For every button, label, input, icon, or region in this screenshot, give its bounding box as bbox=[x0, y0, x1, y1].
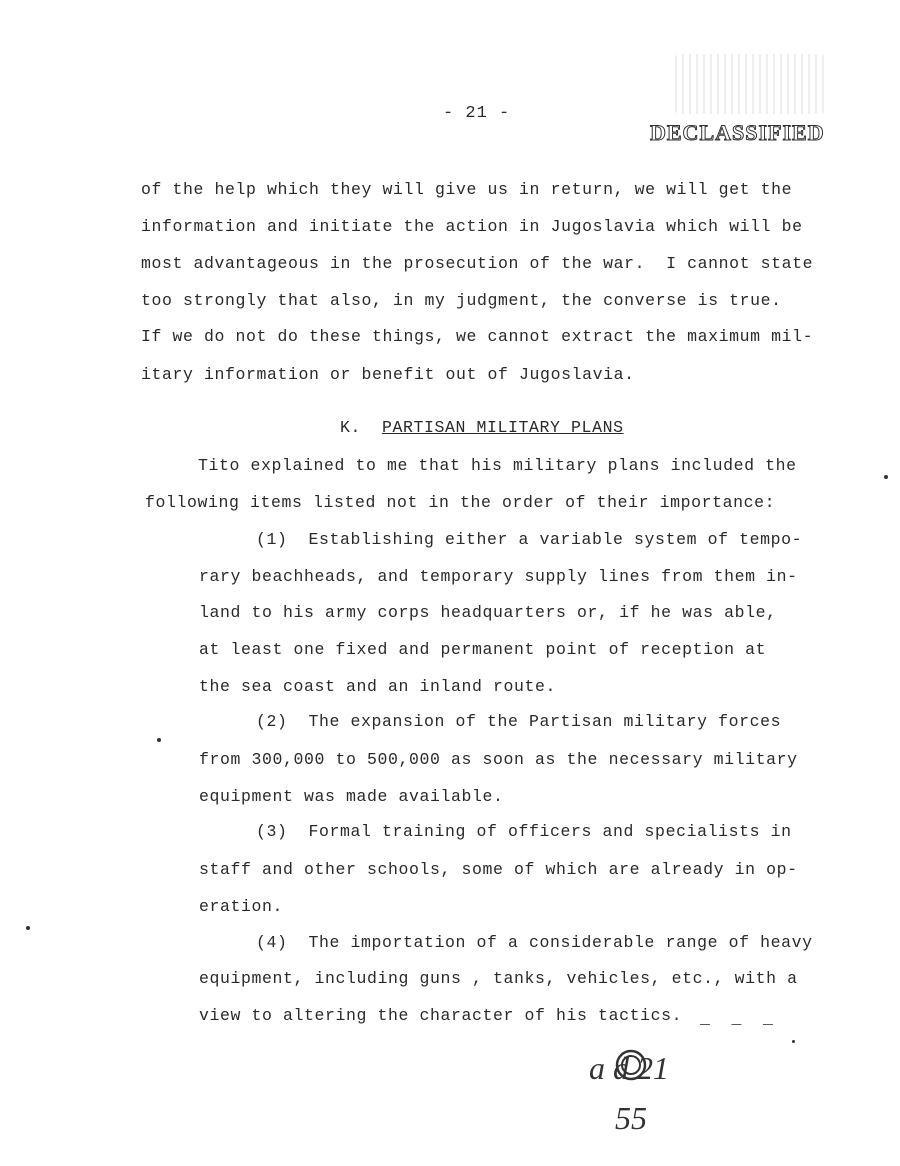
handwritten-annotation bbox=[585, 1045, 745, 1135]
item-3-line: staff and other schools, some of which are already in op- bbox=[199, 860, 798, 879]
section-heading bbox=[340, 418, 624, 437]
item-3-line: eration. bbox=[199, 897, 284, 916]
item-2-line: from 300,000 to 500,000 as soon as the necessary military bbox=[199, 750, 798, 769]
handwritten-line-2: 55 bbox=[615, 1100, 647, 1135]
body-line: too strongly that also, in my judgment, the converse is true. bbox=[141, 291, 782, 310]
item-1-line: rary beachheads, and temporary supply lines from them in- bbox=[199, 567, 798, 586]
intro-line: following items listed not in the order of their importance: bbox=[145, 493, 776, 512]
item-4-line: view to altering the character of his tactics. bbox=[199, 1006, 683, 1025]
body-line: itary information or benefit out of Jugoslavia. bbox=[141, 365, 635, 384]
intro-line: Tito explained to me that his military plans included the bbox=[198, 456, 797, 475]
page-number: - 21 - bbox=[443, 104, 511, 123]
item-1-line: (1) Establishing either a variable system of tempo- bbox=[256, 530, 803, 549]
trailing-dashes: _ _ _ bbox=[700, 1009, 774, 1028]
item-2-line: (2) The expansion of the Partisan military forces bbox=[256, 712, 782, 731]
item-4-line: (4) The importation of a considerable range of heavy bbox=[256, 933, 813, 952]
item-1-line: the sea coast and an inland route. bbox=[199, 677, 557, 696]
item-1-line: land to his army corps headquarters or, if he was able, bbox=[199, 603, 777, 622]
faded-stamp-mark bbox=[675, 54, 825, 114]
declassified-stamp: DECLASSIFIED bbox=[650, 120, 825, 145]
section-letter: K. bbox=[340, 418, 362, 437]
body-line: most advantageous in the prosecution of the war. I cannot state bbox=[141, 254, 814, 273]
item-2-line: equipment was made available. bbox=[199, 787, 504, 806]
ink-speck bbox=[884, 475, 888, 479]
body-line: If we do not do these things, we cannot extract the maximum mil- bbox=[141, 327, 814, 346]
item-3-line: (3) Formal training of officers and specialists in bbox=[256, 822, 792, 841]
section-title: PARTISAN MILITARY PLANS bbox=[382, 418, 624, 437]
ink-speck bbox=[157, 738, 161, 742]
ink-speck bbox=[26, 926, 30, 930]
handwritten-line-1: a d 21 bbox=[589, 1050, 669, 1086]
body-line: information and initiate the action in Jugoslavia which will be bbox=[141, 217, 803, 236]
body-line: of the help which they will give us in return, we will get the bbox=[141, 180, 793, 199]
item-1-line: at least one fixed and permanent point of reception at bbox=[199, 640, 767, 659]
item-4-line: equipment, including guns , tanks, vehicles, etc., with a bbox=[199, 969, 798, 988]
ink-speck bbox=[792, 1040, 795, 1043]
